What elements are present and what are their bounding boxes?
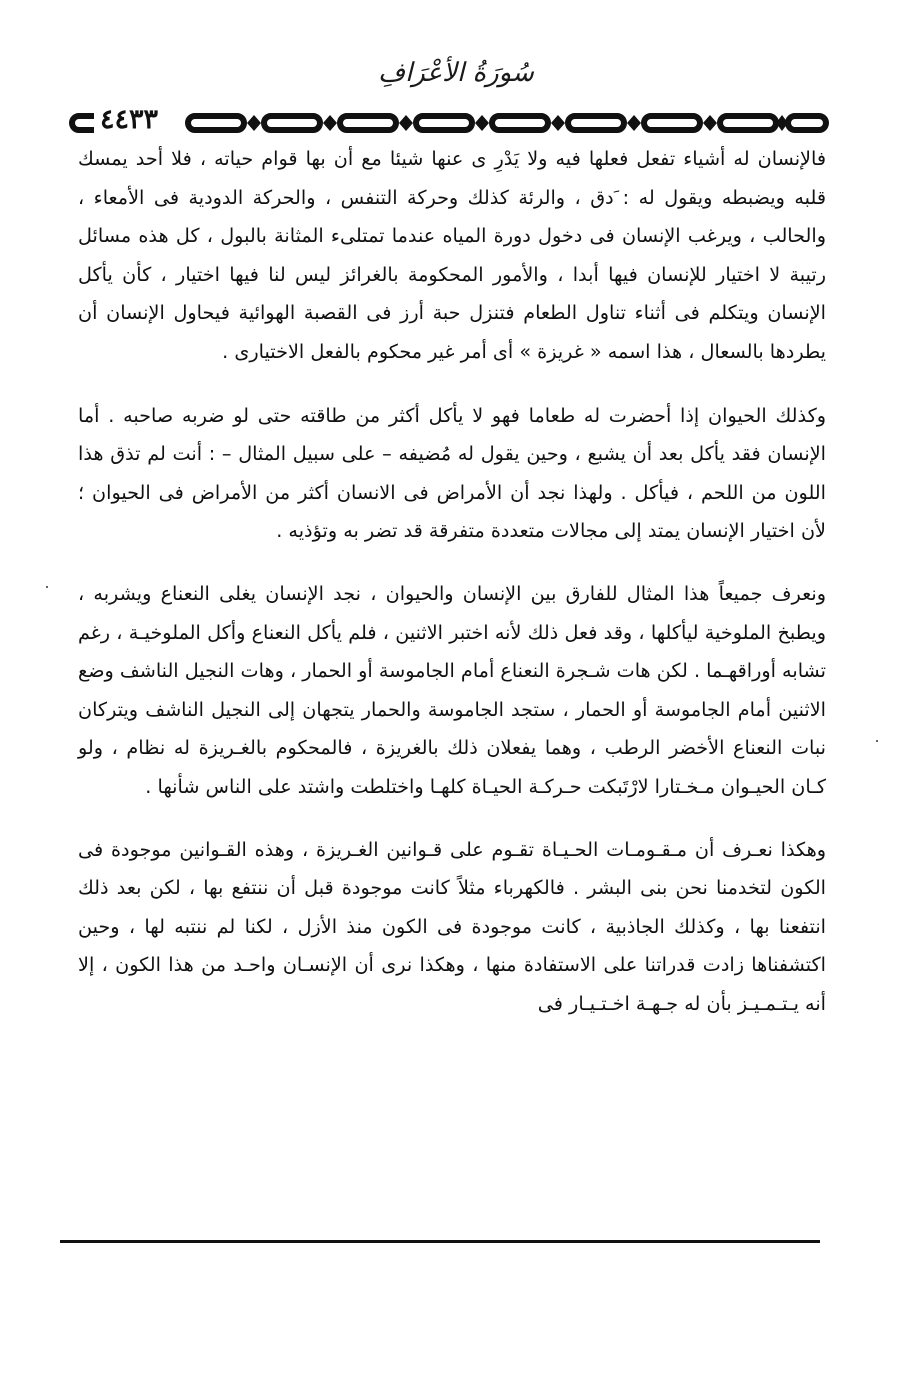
ornament-diamond [627, 115, 641, 131]
header-ornament-border [68, 108, 830, 138]
ornament-capsule [416, 116, 472, 130]
ornament-diamond [703, 115, 717, 131]
scan-speck [46, 586, 48, 588]
page-number: ٤٤٣٣ [94, 104, 164, 135]
bottom-rule [60, 1240, 820, 1243]
ornament-diamond [399, 115, 413, 131]
page-body [78, 140, 826, 1023]
ornament-capsule [340, 116, 396, 130]
ornament-diamond [776, 115, 788, 131]
ornament-capsule [568, 116, 624, 130]
surah-title: سُورَةُ الأعْرَافِ [378, 58, 534, 88]
paragraph: وهكذا نعـرف أن مـقـومـات الحـيـاة تقـوم على قـوانين الغـريزة ، وهذه القـوانين موجودة فى الكون لتخدمنا نحن بنى البشر . فالكهرباء مثلاً كانت موجودة قبل أن ننتفع بها ، لكن بعد ذلك انتفعنا بها ، وكذلك الجاذبية ، كانت موجودة فى الكون منذ الأزل ، لكنا لم ننتبه لها ، وحين اكتشفناها زادت قدراتنا على الاستفادة منها ، وهكذا نرى أن الإنسـان واحـد من هذا الكون ، إلا أنه يـتـمـيـز بأن له جـهـة اخـتـيـار فى [78, 837, 826, 1015]
ornament-capsule [264, 116, 320, 130]
ornament-capsule [188, 116, 244, 130]
ornament-capsule [788, 116, 826, 130]
ornament-diamond [323, 115, 337, 131]
ornament-diamond [247, 115, 261, 131]
ornament-capsule [492, 116, 548, 130]
paragraph: فالإنسان له أشياء تفعل فعلها فيه ولا يَدْرِ ى عنها شيئا مع أن بها قوام حياته ، فلا أحد يمسك قلبه ويضبطه ويقول له : َدق ، والرئة كذلك وحركة التنفس ، والحركة الدودية فى الأمعاء ، والحالب ، ويرغب الإنسان فى دخول دورة المياه عندما تمتلىء المثانة بالبول ، كل هذه مسائل رتيبة لا اختيار للإنسان فيها أبدا ، والأمور المحكومة بالغرائز ليس لنا فيها اختيار ، كأن يأكل الإنسان ويتكلم فى أثناء تناول الطعام فتنزل حبة أرز فى القصبة الهوائية فيحاول الإنسان أن يطردها بالسعال ، هذا اسمه « غريزة » أى أمر غير محكوم بالفعل الاختيارى . [78, 147, 826, 363]
paragraph: ونعرف جميعاً هذا المثال للفارق بين الإنسان والحيوان ، نجد الإنسان يغلى النعناع ويشربه ، ويطبخ الملوخية ليأكلها ، وقد فعل ذلك لأنه اختبر الاثنين ، فلم يأكل النعناع وأكل الملوخيـة ، رغم تشابه أوراقهـما . لكن هات شـجرة النعناع أمام الجاموسة أو الحمار ، وهات النجيل الناشف وضع الاثنين أمام الجاموسة أو الحمار ، ستجد الجاموسة والحمار يتجهان إلى النجيل الناشف ويتركان نبات النعناع الأخضر الرطب ، وهما يفعلان ذلك بالغريزة ، فالمحكوم بالغـريزة له نظام ، ولو كـان الحيـوان مـخـتارا لارْتَبكت حـركـة الحيـاة كلهـا واختلطت واشتد على الناس شأنها . [78, 581, 826, 798]
ornament-diamond [475, 115, 489, 131]
paragraph: وكذلك الحيوان إذا أحضرت له طعاما فهو لا يأكل أكثر من طاقته حتى لو ضربه صاحبه . أما الإنسان فقد يأكل بعد أن يشبع ، وحين يقول له مُضيفه – على سبيل المثال – : أنت لم تذق هذا اللون من اللحم ، فيأكل . ولهذا نجد أن الأمراض فى الانسان أكثر من الأمراض فى الحيوان ؛ لأن اختيار الإنسان يمتد إلى مجالات متعددة متفرقة قد تضر به وتؤذيه . [78, 403, 826, 543]
scan-speck [876, 740, 878, 742]
ornament-capsule [720, 116, 776, 130]
ornament-capsule [644, 116, 700, 130]
ornament-diamond [551, 115, 565, 131]
